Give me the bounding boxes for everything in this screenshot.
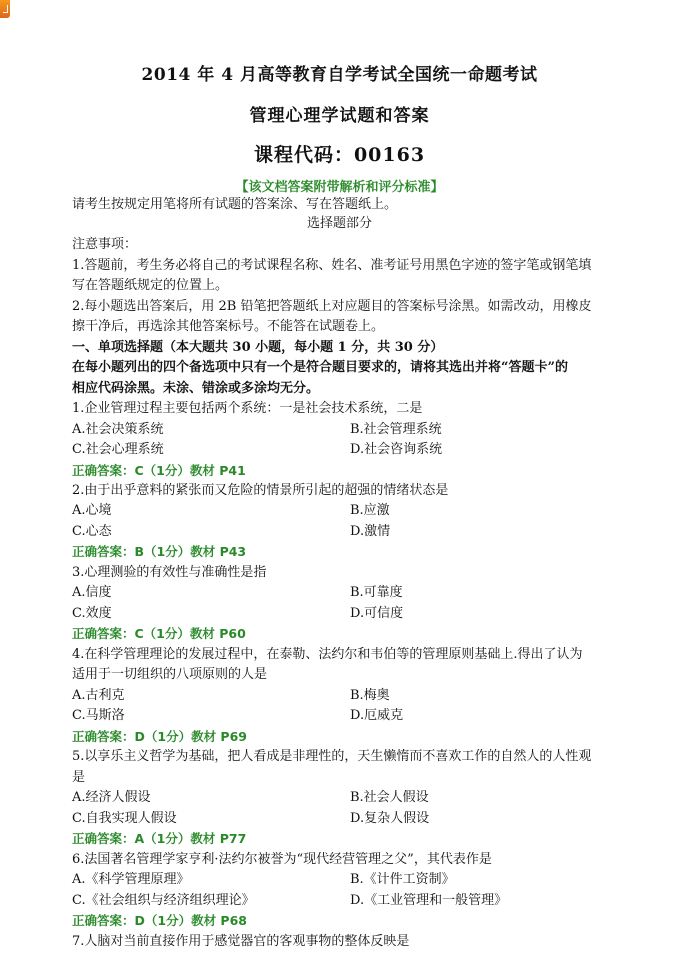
option-a: A.《科学管理原理》 bbox=[72, 872, 190, 887]
option-a: A.心境 bbox=[72, 503, 112, 518]
notice-title: 注意事项： bbox=[72, 237, 138, 252]
option-b: B.可靠度 bbox=[350, 585, 403, 600]
option-b: B.梅奥 bbox=[350, 688, 390, 703]
answer-5: 正确答案：A（1分）教材 P77 bbox=[72, 831, 247, 846]
answer-6: 正确答案：D（1分）教材 P68 bbox=[72, 913, 247, 928]
option-c: C.心态 bbox=[72, 524, 112, 539]
notice-2: 2.每小题选出答案后，用 2B 铅笔把答题纸上对应题目的答案标号涂黑。如需改动，用橡皮 bbox=[72, 299, 592, 314]
part-description: 在每小题列出的四个备选项中只有一个是符合题目要求的，请将其选出并将“答题卡”的 bbox=[72, 360, 568, 375]
section-label: 选择题部分 bbox=[306, 216, 372, 231]
option-d: D.《工业管理和一般管理》 bbox=[350, 893, 508, 908]
option-a: A.信度 bbox=[72, 585, 112, 600]
question-5: 5.以享乐主义哲学为基础，把人看成是非理性的，天生懒惰而不喜欢工作的自然人的人性观 bbox=[72, 749, 592, 764]
question-7: 7.人脑对当前直接作用于感觉器官的客观事物的整体反映是 bbox=[72, 934, 410, 949]
option-b: B.应激 bbox=[350, 503, 390, 518]
notice-1-cont: 写在答题纸规定的位置上。 bbox=[72, 278, 229, 293]
question-1: 1.企业管理过程主要包括两个系统：一是社会技术系统，二是 bbox=[72, 401, 423, 416]
question-4: 4.在科学管理理论的发展过程中，在泰勒、法约尔和韦伯等的管理原则基础上.得出了认为 bbox=[72, 647, 583, 662]
subject-title: 管理心理学试题和答案 bbox=[249, 106, 430, 126]
option-d: D.复杂人假设 bbox=[350, 811, 430, 826]
option-d: D.可信度 bbox=[350, 606, 404, 621]
notice-1: 1.答题前，考生务必将自己的考试课程名称、姓名、准考证号用黑色字迹的签字笔或钢笔填 bbox=[72, 258, 592, 273]
option-a: A.古利克 bbox=[72, 688, 125, 703]
option-c: C.效度 bbox=[72, 606, 112, 621]
option-d: D.社会咨询系统 bbox=[350, 442, 443, 457]
document-note: 【该文档答案附带解析和评分标准】 bbox=[235, 180, 444, 195]
option-b: B.社会管理系统 bbox=[350, 422, 442, 437]
option-d: D.激情 bbox=[350, 524, 391, 539]
exam-title: 2014 年 4 月高等教育自学考试全国统一命题考试 bbox=[141, 65, 538, 85]
option-a: A.社会决策系统 bbox=[72, 422, 164, 437]
notice-2-cont: 擦干净后，再选涂其他答案标号。不能答在试题卷上。 bbox=[72, 319, 385, 334]
option-c: C.《社会组织与经济组织理论》 bbox=[72, 893, 255, 908]
answer-1: 正确答案：C（1分）教材 P41 bbox=[72, 463, 246, 478]
corner-bookmark-icon bbox=[0, 0, 10, 18]
option-b: B.《计件工资制》 bbox=[350, 872, 455, 887]
part-description-cont: 相应代码涂黑。未涂、错涂或多涂均无分。 bbox=[72, 381, 320, 396]
question-2: 2.由于出乎意料的紧张而又危险的情景所引起的超强的情绪状态是 bbox=[72, 483, 449, 498]
part-heading: 一、单项选择题（本大题共 30 小题，每小题 1 分，共 30 分） bbox=[72, 340, 444, 355]
option-c: C.马斯洛 bbox=[72, 708, 125, 723]
intro-line: 请考生按规定用笔将所有试题的答案涂、写在答题纸上。 bbox=[72, 197, 398, 212]
course-code: 课程代码：00163 bbox=[253, 144, 426, 166]
option-c: C.自我实现人假设 bbox=[72, 811, 177, 826]
option-d: D.厄威克 bbox=[350, 708, 404, 723]
question-3: 3.心理测验的有效性与准确性是指 bbox=[72, 565, 267, 580]
option-b: B.社会人假设 bbox=[350, 790, 429, 805]
option-a: A.经济人假设 bbox=[72, 790, 151, 805]
option-c: C.社会心理系统 bbox=[72, 442, 164, 457]
answer-2: 正确答案：B（1分）教材 P43 bbox=[72, 544, 247, 559]
answer-4: 正确答案：D（1分）教材 P69 bbox=[72, 729, 247, 744]
question-6: 6.法国著名管理学家亨利·法约尔被誉为“现代经营管理之父”，其代表作是 bbox=[72, 852, 492, 867]
question-5-cont: 是 bbox=[72, 770, 86, 785]
answer-3: 正确答案：C（1分）教材 P60 bbox=[72, 626, 246, 641]
question-4-cont: 适用于一切组织的八项原则的人是 bbox=[72, 667, 268, 682]
